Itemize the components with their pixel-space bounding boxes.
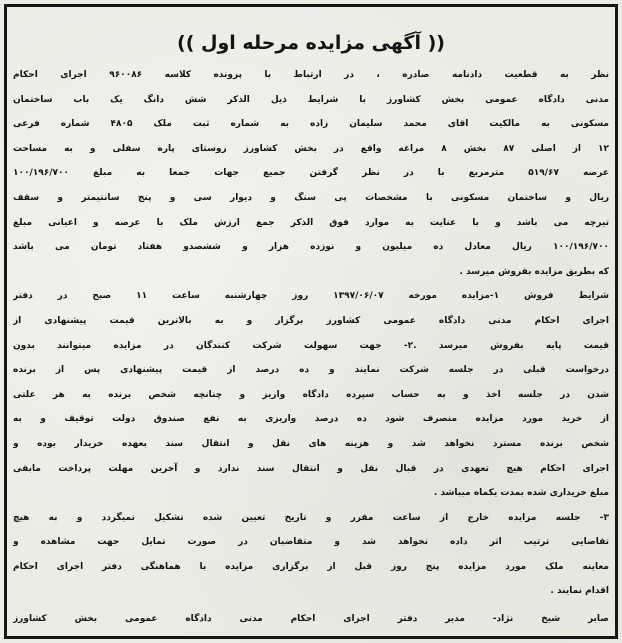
notice-line-text: ۱۲ از اصلی ۸۷ بخش ۸ مراغه واقع در بخش کشاورز روستای پاره سفلی و به مساحت bbox=[13, 143, 609, 154]
notice-line-text: تیرچه می باشد و با عنایت به موارد فوق الذکر جمع ارزش ملک با عرصه و اعیانی مبلغ bbox=[13, 217, 609, 228]
notice-line-text: اجرای احکام هیچ تعهدی در قبال نقل و انتقال سند ندارد و آخرین مهلت پرداخت مابقی bbox=[13, 463, 609, 474]
notice-line bbox=[13, 506, 609, 531]
signature bbox=[13, 606, 609, 632]
notice-line-text: درخواست قبلی در جلسه شرکت نمایند و ده درصد از قیمت پیشنهادی پس از برنده bbox=[13, 365, 609, 376]
notice-line bbox=[13, 530, 609, 555]
notice-line-text: تقاضایی ترتیب اثر داده نخواهد شد و متقاضیان در صورت تمایل جهت مشاهده و bbox=[13, 537, 609, 548]
notice-line bbox=[13, 383, 609, 408]
notice-line-text: ۳- جلسه مزایده خارج از ساعت مقرر و تاریخ تعیین شده تشکیل نمیگردد و به هیچ bbox=[13, 512, 609, 523]
notice-line-text: اجرای احکام مدنی دادگاه عمومی کشاورز برگزار و به بالاترین قیمت پیشنهادی از bbox=[13, 315, 609, 326]
notice-body bbox=[13, 63, 609, 604]
notice-line bbox=[13, 186, 609, 211]
notice-line-text: ریال و ساختمان مسکونی با مشخصات پی سنگ و دیوار سی و پنج سانتیمتر و سقف bbox=[13, 192, 609, 203]
notice-line-text: عرصه ۵۱۹/۶۷ مترمربع با در نظر گرفتن جمیع جهات جمعا به مبلغ ۱۰۰/۱۹۶/۷۰۰ bbox=[13, 168, 609, 179]
notice-line-text: شدن در جلسه اخذ و به حساب سپرده دادگاه واریز و چنانچه شخص برنده به هر علتی bbox=[13, 389, 609, 400]
notice-line bbox=[13, 457, 609, 482]
notice-line-text: مسکونی به مالکیت اقای محمد سلیمان زاده به شماره ثبت ملک ۴۸۰۵ شماره فرعی bbox=[13, 119, 609, 130]
notice-line bbox=[13, 88, 609, 113]
notice-title: (( آگهی مزایده مرحله اول )) bbox=[177, 32, 445, 54]
notice-line bbox=[13, 481, 609, 506]
notice-line bbox=[13, 309, 609, 334]
notice-line-text: معاینه ملک مورد مزایده پنج روز قبل از برگزاری مزایده با هماهنگی دفتر اجرای احکام bbox=[13, 561, 609, 572]
notice-line-text: مدنی دادگاه عمومی بخش کشاورز با شرایط ذیل الذکر شش دانگ یک باب ساختمان bbox=[13, 94, 609, 105]
notice-line-text: از خرید مورد مزایده منصرف شود ده درصد واریزی به نفع صندوق دولت توقیف و به bbox=[13, 414, 609, 425]
notice-line bbox=[13, 407, 609, 432]
notice-line-text: قیمت پایه بفروش میرسد .۲- جهت سهولت شرکت کنندگان در مزایده میتوانند بدون bbox=[13, 340, 609, 351]
notice-line bbox=[13, 284, 609, 309]
notice-line bbox=[13, 358, 609, 383]
notice-line bbox=[13, 260, 609, 285]
notice-line-text: ۱۰۰/۱۹۶/۷۰۰ ریال معادل ده میلیون و نوزده هزار و ششصدو هفتاد تومان می باشد bbox=[13, 242, 609, 253]
notice-line bbox=[13, 137, 609, 162]
notice-line-text: مبلغ خریداری شده بمدت یکماه میباشد . bbox=[433, 488, 609, 499]
notice-line bbox=[13, 63, 609, 88]
notice-line bbox=[13, 432, 609, 457]
notice-line-text: اقدام نمایند . bbox=[550, 586, 609, 597]
notice-line bbox=[13, 334, 609, 359]
notice-line-text: که بطریق مزایده بفروش میرسد . bbox=[459, 266, 609, 277]
notice-line bbox=[13, 579, 609, 604]
signature-text: صابر شیخ نژاد- مدیر دفتر اجرای احکام مدنی دادگاه عمومی بخش کشاورز bbox=[13, 614, 609, 624]
notice-line-text: نظر به قطعیت دادنامه صادره ، در ارتباط با پرونده کلاسه ۹۶۰۰۸۶ اجرای احکام bbox=[13, 70, 609, 80]
notice-line bbox=[13, 112, 609, 137]
notice-line bbox=[13, 555, 609, 580]
notice-line-text: شخص برنده مسترد نخواهد شد و هزینه های نقل و انتقال سند بعهده خریدار بوده و bbox=[13, 438, 609, 449]
notice-line bbox=[13, 235, 609, 260]
notice-line bbox=[13, 161, 609, 186]
notice-line-text: شرایط فروش ۱-مزایده مورخه ۱۳۹۷/۰۶/۰۷ روز چهارشنبه ساعت ۱۱ صبح در دفتر bbox=[13, 291, 609, 302]
notice-line bbox=[13, 211, 609, 236]
